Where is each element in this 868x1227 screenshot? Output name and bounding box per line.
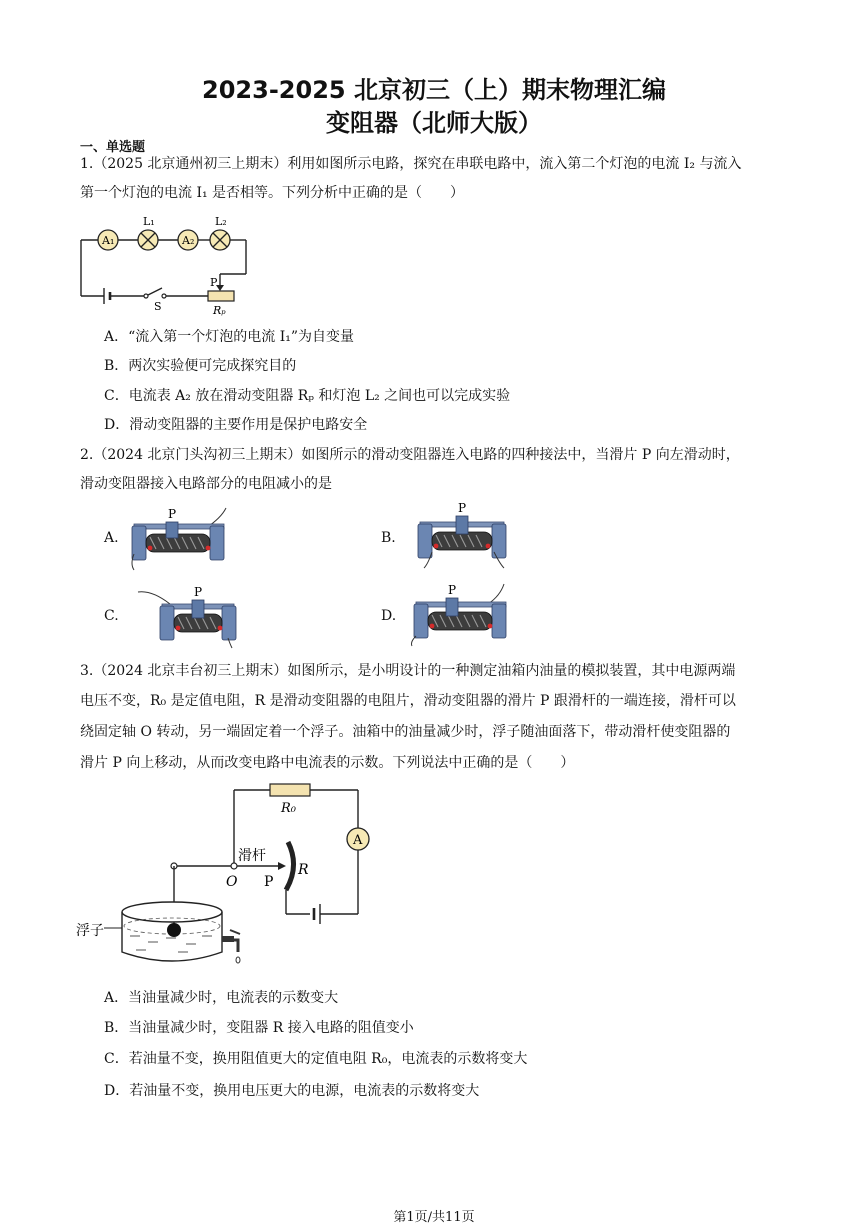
q1-option-a: A．“流入第一个灯泡的电流 I₁”为自变量: [104, 329, 355, 345]
q3-pivot-o: [231, 863, 237, 869]
doc-title-line1: 2023-2025 北京初三（上）期末物理汇编: [202, 76, 666, 104]
q2-rheostat-figure-c: [136, 584, 246, 650]
q1-option-c: C．电流表 A₂ 放在滑动变阻器 Rₚ 和灯泡 L₂ 之间也可以完成实验: [104, 388, 511, 404]
q1-ammeter-a1-label: A₁: [102, 234, 115, 247]
q3-p-label: P: [264, 874, 274, 890]
q2-label-d: D.: [381, 608, 397, 624]
q1-rheostat-label: Rₚ: [213, 304, 226, 317]
q2-slider-label-b: P: [458, 502, 467, 515]
q3-stem-line2: 电压不变，R₀ 是定值电阻，R 是滑动变阻器的电阻片，滑动变阻器的滑片 P 跟滑杆的一端连接，滑杆可以: [80, 693, 736, 709]
q1-slider-p-label: P: [210, 276, 218, 289]
q3-slider-p-arrow: [278, 862, 286, 870]
q2-slider-label-d: P: [448, 583, 457, 597]
q1-switch-s-label: S: [154, 300, 162, 313]
q1-lamp-l2-label: L₂: [215, 215, 227, 228]
q3-tank-top: [122, 902, 222, 922]
q1-circuit-diagram: [70, 208, 260, 318]
q3-stem-line4: 滑片 P 向上移动，从而改变电路中电流表的示数。下列说法中正确的是（ ）: [80, 755, 575, 771]
q3-rod-label: 滑杆: [238, 848, 266, 864]
q1-rheostat: [208, 291, 234, 301]
q3-option-c: C．若油量不变，换用阻值更大的定值电阻 R₀，电流表的示数将变大: [104, 1051, 528, 1067]
q2-label-c: C.: [104, 608, 119, 624]
q2-label-a: A.: [104, 530, 119, 546]
q3-resistor-arc: [286, 842, 294, 890]
q3-option-d: D．若油量不变，换用电压更大的电源，电流表的示数将变大: [104, 1083, 480, 1099]
q3-r-label: R: [298, 862, 309, 878]
q3-float-label: 浮子: [76, 923, 104, 939]
q3-ammeter-label: A: [353, 833, 363, 848]
doc-title-line2: 变阻器（北师大版）: [326, 109, 542, 137]
q2-rheostat-figure-d: [408, 582, 518, 648]
q1-option-b: B．两次实验便可完成探究目的: [104, 358, 297, 374]
q3-r0-label: R₀: [281, 801, 296, 816]
q2-slider-label-c: P: [194, 585, 203, 599]
q3-fixed-resistor-r0: [270, 784, 310, 796]
q1-stem-line2: 第一个灯泡的电流 I₁ 是否相等。下列分析中正确的是（ ）: [80, 185, 465, 201]
q1-stem-line1: 1.（2025 北京通州初三上期末）利用如图所示电路，探究在串联电路中，流入第二个灯泡的电流 I₂ 与流入: [80, 156, 742, 172]
q3-oil-gauge-diagram: [74, 780, 384, 980]
q3-option-a: A．当油量减少时，电流表的示数变大: [104, 990, 339, 1006]
q3-option-b: B．当油量减少时，变阻器 R 接入电路的阻值变小: [104, 1020, 414, 1036]
q1-option-d: D．滑动变阻器的主要作用是保护电路安全: [104, 417, 368, 433]
q2-label-b: B.: [381, 530, 396, 546]
q1-ammeter-a2-label: A₂: [182, 234, 195, 247]
q1-lamp-l1-label: L₁: [143, 215, 155, 228]
q1-switch-blade: [148, 288, 162, 295]
q2-slider-label-a: P: [168, 507, 177, 521]
page-footer: 第1页/共11页: [393, 1210, 475, 1225]
q3-o-label: O: [226, 874, 238, 890]
q2-stem-line2: 滑动变阻器接入电路部分的电阻减小的是: [80, 476, 332, 492]
q3-stem-line1: 3.（2024 北京丰台初三上期末）如图所示，是小明设计的一种测定油箱内油量的模拟装置，其中电源两端: [80, 663, 736, 679]
q3-stem-line3: 绕固定轴 O 转动，另一端固定着一个浮子。油箱中的油量减少时，浮子随油面落下，带动滑杆使变阻器的: [80, 724, 731, 740]
q3-float: [167, 923, 181, 937]
section-heading: 一、单选题: [80, 140, 146, 155]
q2-rheostat-figure-b: [408, 502, 518, 572]
q2-stem-line1: 2.（2024 北京门头沟初三上期末）如图所示的滑动变阻器连入电路的四种接法中，当滑片 P 向左滑动时，: [80, 447, 740, 463]
q2-rheostat-figure-a: [126, 504, 236, 572]
